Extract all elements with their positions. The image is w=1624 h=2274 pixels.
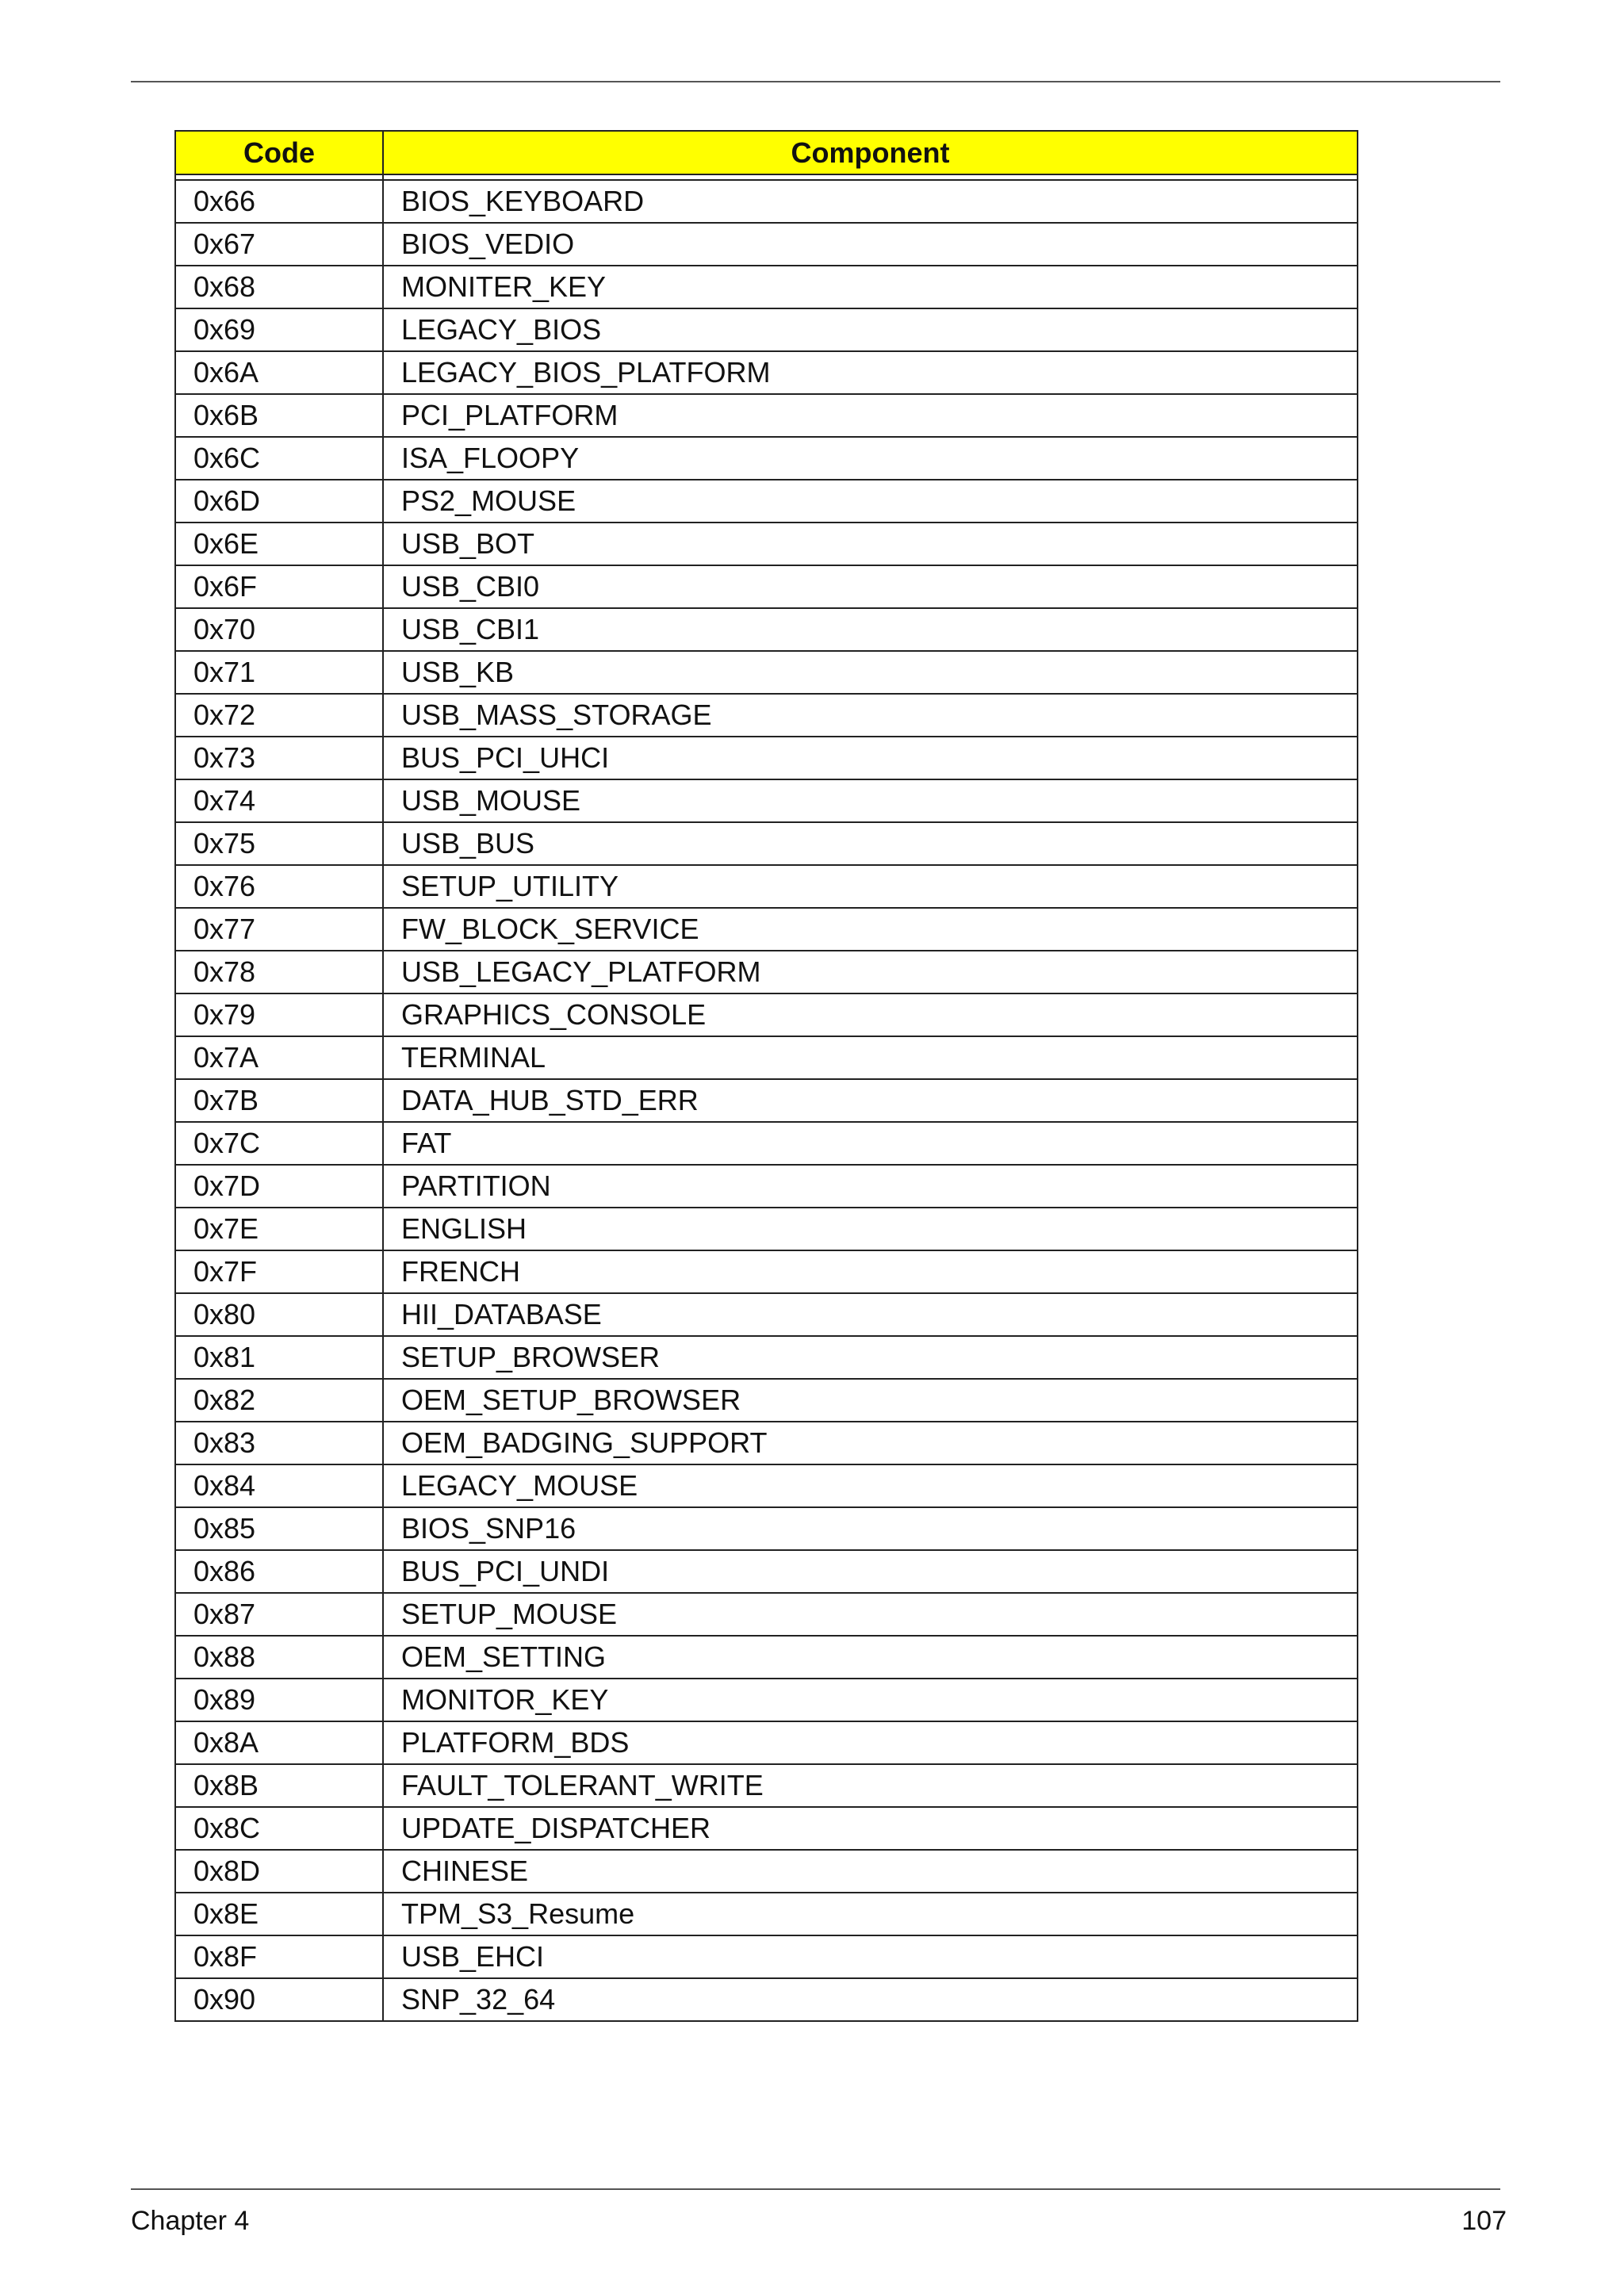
header-spacer-row xyxy=(175,174,1358,180)
code-cell: 0x82 xyxy=(175,1379,383,1422)
table-row xyxy=(175,1293,1358,1336)
component-cell: TERMINAL xyxy=(383,1036,1358,1079)
component-cell: UPDATE_DISPATCHER xyxy=(383,1807,1358,1850)
table-row xyxy=(175,223,1358,266)
code-cell: 0x78 xyxy=(175,951,383,993)
component-cell: CHINESE xyxy=(383,1850,1358,1893)
code-cell: 0x90 xyxy=(175,1978,383,2021)
component-cell: BUS_PCI_UHCI xyxy=(383,737,1358,779)
footer-page-number: 107 xyxy=(1461,2206,1507,2236)
component-cell: USB_MASS_STORAGE xyxy=(383,694,1358,737)
table-row xyxy=(175,737,1358,779)
code-cell: 0x7F xyxy=(175,1250,383,1293)
table-row xyxy=(175,1935,1358,1978)
component-cell: LEGACY_MOUSE xyxy=(383,1464,1358,1507)
code-cell: 0x68 xyxy=(175,266,383,308)
code-cell: 0x74 xyxy=(175,779,383,822)
code-cell: 0x84 xyxy=(175,1464,383,1507)
component-cell: USB_KB xyxy=(383,651,1358,694)
table-row xyxy=(175,394,1358,437)
spacer-cell xyxy=(383,174,1358,180)
code-cell: 0x7B xyxy=(175,1079,383,1122)
code-cell: 0x8F xyxy=(175,1935,383,1978)
code-cell: 0x76 xyxy=(175,865,383,908)
table-row xyxy=(175,1764,1358,1807)
code-cell: 0x6A xyxy=(175,351,383,394)
code-cell: 0x89 xyxy=(175,1679,383,1721)
table-row xyxy=(175,1807,1358,1850)
component-cell: OEM_SETTING xyxy=(383,1636,1358,1679)
table-row xyxy=(175,993,1358,1036)
table-row xyxy=(175,1893,1358,1935)
component-cell: SETUP_UTILITY xyxy=(383,865,1358,908)
code-cell: 0x83 xyxy=(175,1422,383,1464)
code-cell: 0x8C xyxy=(175,1807,383,1850)
component-cell: BIOS_VEDIO xyxy=(383,223,1358,266)
component-cell: USB_MOUSE xyxy=(383,779,1358,822)
table-row xyxy=(175,651,1358,694)
code-cell: 0x6D xyxy=(175,480,383,523)
table-row xyxy=(175,1422,1358,1464)
component-cell: FRENCH xyxy=(383,1250,1358,1293)
table-row xyxy=(175,1679,1358,1721)
component-cell: GRAPHICS_CONSOLE xyxy=(383,993,1358,1036)
component-cell: HII_DATABASE xyxy=(383,1293,1358,1336)
component-cell: BIOS_KEYBOARD xyxy=(383,180,1358,223)
code-cell: 0x79 xyxy=(175,993,383,1036)
table-row xyxy=(175,1036,1358,1079)
table-row xyxy=(175,523,1358,565)
table-row xyxy=(175,1208,1358,1250)
code-cell: 0x77 xyxy=(175,908,383,951)
component-cell: USB_CBI1 xyxy=(383,608,1358,651)
component-cell: BUS_PCI_UNDI xyxy=(383,1550,1358,1593)
table-row xyxy=(175,308,1358,351)
table-body xyxy=(175,174,1358,2021)
code-cell: 0x85 xyxy=(175,1507,383,1550)
code-cell: 0x71 xyxy=(175,651,383,694)
component-cell: FAT xyxy=(383,1122,1358,1165)
table-row xyxy=(175,1379,1358,1422)
table-row xyxy=(175,1079,1358,1122)
table-row xyxy=(175,266,1358,308)
table-row xyxy=(175,1122,1358,1165)
table-row xyxy=(175,1550,1358,1593)
code-cell: 0x88 xyxy=(175,1636,383,1679)
table-row xyxy=(175,1250,1358,1293)
table-row xyxy=(175,1464,1358,1507)
header-code: Code xyxy=(175,131,383,174)
code-cell: 0x6B xyxy=(175,394,383,437)
component-cell: USB_BOT xyxy=(383,523,1358,565)
component-cell: TPM_S3_Resume xyxy=(383,1893,1358,1935)
component-cell: OEM_BADGING_SUPPORT xyxy=(383,1422,1358,1464)
component-cell: BIOS_SNP16 xyxy=(383,1507,1358,1550)
table-row xyxy=(175,822,1358,865)
code-cell: 0x67 xyxy=(175,223,383,266)
component-cell: ENGLISH xyxy=(383,1208,1358,1250)
component-cell: PLATFORM_BDS xyxy=(383,1721,1358,1764)
component-cell: PCI_PLATFORM xyxy=(383,394,1358,437)
component-cell: LEGACY_BIOS xyxy=(383,308,1358,351)
table-row xyxy=(175,608,1358,651)
code-cell: 0x8A xyxy=(175,1721,383,1764)
component-cell: FW_BLOCK_SERVICE xyxy=(383,908,1358,951)
code-cell: 0x6F xyxy=(175,565,383,608)
code-cell: 0x7E xyxy=(175,1208,383,1250)
table-row xyxy=(175,1850,1358,1893)
code-cell: 0x8D xyxy=(175,1850,383,1893)
code-cell: 0x72 xyxy=(175,694,383,737)
component-cell: OEM_SETUP_BROWSER xyxy=(383,1379,1358,1422)
code-cell: 0x86 xyxy=(175,1550,383,1593)
component-cell: MONITER_KEY xyxy=(383,266,1358,308)
code-cell: 0x7C xyxy=(175,1122,383,1165)
code-cell: 0x69 xyxy=(175,308,383,351)
component-cell: SETUP_BROWSER xyxy=(383,1336,1358,1379)
code-cell: 0x8E xyxy=(175,1893,383,1935)
code-component-table xyxy=(174,130,1358,2022)
table-row xyxy=(175,908,1358,951)
component-cell: USB_LEGACY_PLATFORM xyxy=(383,951,1358,993)
code-cell: 0x80 xyxy=(175,1293,383,1336)
code-cell: 0x87 xyxy=(175,1593,383,1636)
footer-chapter: Chapter 4 xyxy=(131,2206,250,2236)
table-row xyxy=(175,951,1358,993)
spacer-cell xyxy=(175,174,383,180)
table-row xyxy=(175,180,1358,223)
table-row xyxy=(175,351,1358,394)
component-cell: ISA_FLOOPY xyxy=(383,437,1358,480)
component-cell: USB_BUS xyxy=(383,822,1358,865)
component-cell: FAULT_TOLERANT_WRITE xyxy=(383,1764,1358,1807)
table-row xyxy=(175,565,1358,608)
table-row xyxy=(175,1165,1358,1208)
component-cell: PARTITION xyxy=(383,1165,1358,1208)
code-cell: 0x7A xyxy=(175,1036,383,1079)
code-cell: 0x6C xyxy=(175,437,383,480)
table-row xyxy=(175,437,1358,480)
table-row xyxy=(175,1721,1358,1764)
table-row xyxy=(175,779,1358,822)
code-cell: 0x81 xyxy=(175,1336,383,1379)
bottom-rule xyxy=(131,2188,1500,2190)
code-cell: 0x70 xyxy=(175,608,383,651)
component-cell: USB_CBI0 xyxy=(383,565,1358,608)
component-cell: USB_EHCI xyxy=(383,1935,1358,1978)
code-cell: 0x7D xyxy=(175,1165,383,1208)
component-cell: LEGACY_BIOS_PLATFORM xyxy=(383,351,1358,394)
code-cell: 0x73 xyxy=(175,737,383,779)
code-cell: 0x8B xyxy=(175,1764,383,1807)
table-row xyxy=(175,1507,1358,1550)
header-component: Component xyxy=(383,131,1358,174)
table-row xyxy=(175,1978,1358,2021)
code-cell: 0x75 xyxy=(175,822,383,865)
table-row xyxy=(175,1636,1358,1679)
component-cell: MONITOR_KEY xyxy=(383,1679,1358,1721)
table-row xyxy=(175,1593,1358,1636)
table-row xyxy=(175,1336,1358,1379)
component-cell: DATA_HUB_STD_ERR xyxy=(383,1079,1358,1122)
component-cell: SETUP_MOUSE xyxy=(383,1593,1358,1636)
table-row xyxy=(175,480,1358,523)
component-cell: SNP_32_64 xyxy=(383,1978,1358,2021)
code-cell: 0x66 xyxy=(175,180,383,223)
top-rule xyxy=(131,81,1500,82)
table-header-row xyxy=(175,131,1358,174)
code-cell: 0x6E xyxy=(175,523,383,565)
table-row xyxy=(175,865,1358,908)
table-row xyxy=(175,694,1358,737)
component-cell: PS2_MOUSE xyxy=(383,480,1358,523)
